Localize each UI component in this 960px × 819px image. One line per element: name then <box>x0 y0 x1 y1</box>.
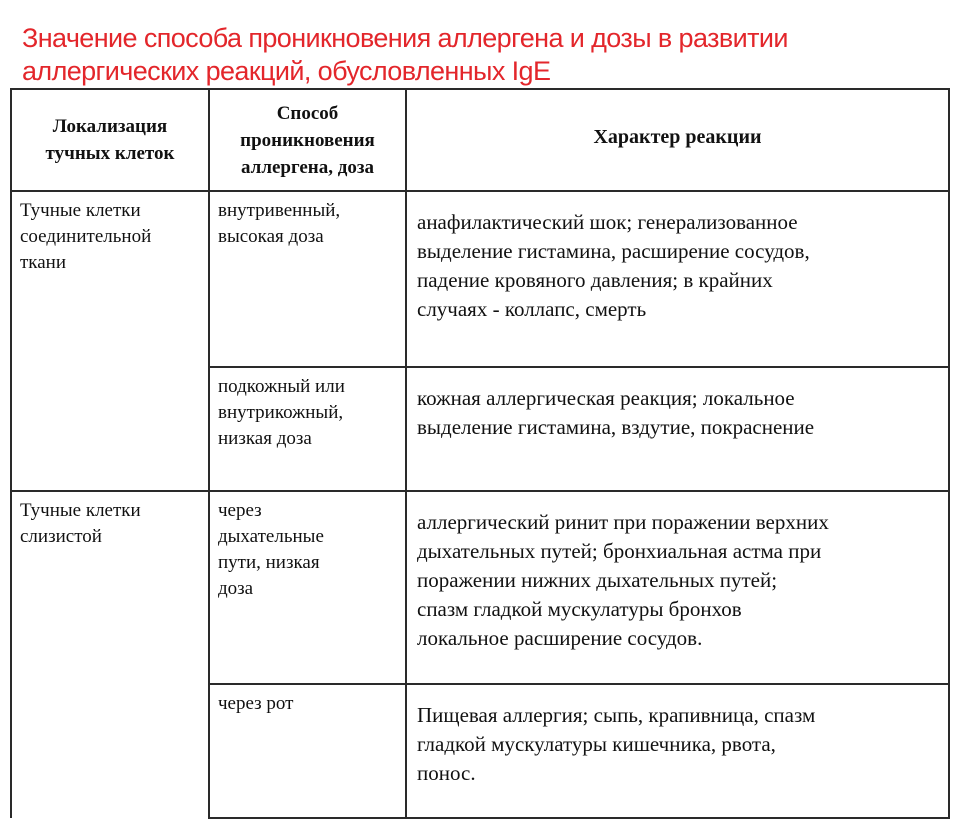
location-cell: Тучные клетки слизистой <box>11 491 209 818</box>
route-cell: через дыхательные пути, низкая доза <box>209 491 406 684</box>
reaction-cell: анафилактический шок; генерализованное выделение гистамина, расширение сосудов, падение кровяного давления; в крайних случаях - коллапс, смерть <box>406 191 949 367</box>
header-location: Локализация тучных клеток <box>11 89 209 191</box>
route-cell: через рот <box>209 684 406 818</box>
reaction-cell: Пищевая аллергия; сыпь, крапивница, спазм гладкой мускулатуры кишечника, рвота, понос. <box>406 684 949 818</box>
table-row <box>11 491 949 684</box>
slide-title <box>22 22 952 88</box>
route-cell: подкожный или внутрикожный, низкая доза <box>209 367 406 491</box>
reaction-cell: кожная аллергическая реакция; локальное выделение гистамина, вздутие, покраснение <box>406 367 949 491</box>
allergy-table <box>10 88 950 819</box>
table-header-row <box>11 89 949 191</box>
location-cell: Тучные клетки соединительной ткани <box>11 191 209 491</box>
reaction-cell: аллергический ринит при поражении верхних дыхательных путей; бронхиальная астма при поражении нижних дыхательных путей; спазм гладкой мускулатуры бронхов локальное расширение сосудов. <box>406 491 949 684</box>
header-reaction: Характер реакции <box>406 89 949 191</box>
slide-title-line-2: аллергических реакций, обусловленных IgE <box>22 56 551 86</box>
slide-title-line-1: Значение способа проникновения аллергена и дозы в развитии <box>22 23 788 53</box>
table-row <box>11 191 949 367</box>
route-cell: внутривенный, высокая доза <box>209 191 406 367</box>
header-route: Способ проникновения аллергена, доза <box>209 89 406 191</box>
